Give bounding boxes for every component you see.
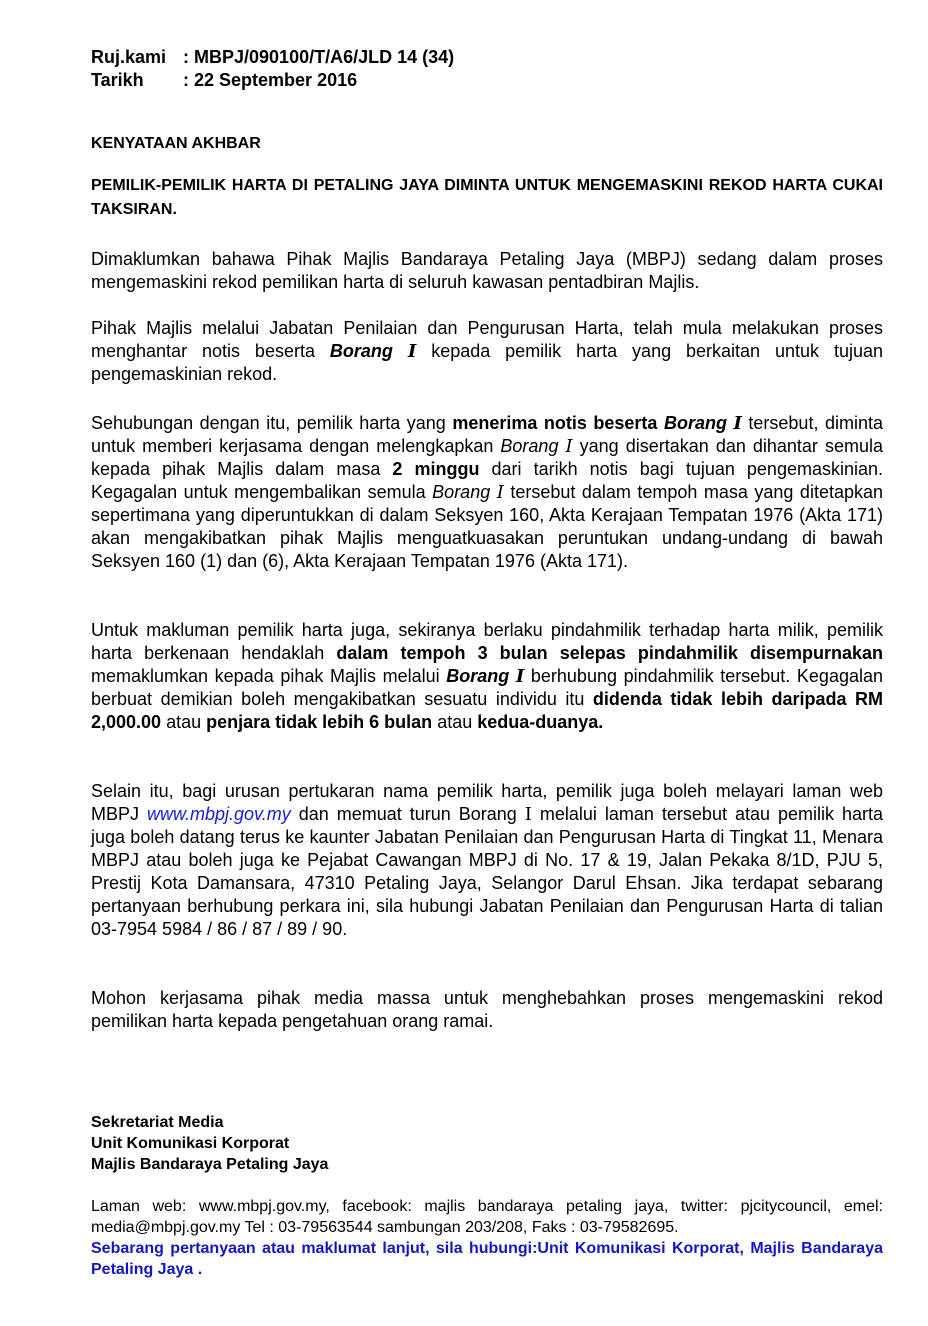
borang-i: I bbox=[524, 804, 532, 825]
date-label: Tarikh bbox=[91, 70, 144, 90]
signature-line: Majlis Bandaraya Petaling Jaya bbox=[91, 1156, 329, 1173]
paragraph-6 bbox=[91, 987, 883, 1033]
bold-text: didenda tidak lebih daripada RM 2,000.00 bbox=[91, 689, 883, 732]
text: Pihak Majlis melalui Jabatan Penilaian dan Pengurusan Harta, telah mula melakukan proses menghantar notis beserta bbox=[91, 318, 883, 361]
bold-text: penjara tidak lebih 6 bulan bbox=[206, 712, 433, 732]
text: dari tarikh notis bagi tujuan pengemaskinian. Kegagalan untuk mengembalikan semula bbox=[91, 459, 884, 502]
bold-text: menerima notis beserta bbox=[452, 413, 664, 433]
ref-label: Ruj.kami bbox=[91, 47, 167, 67]
text: atau bbox=[161, 712, 207, 732]
borang-i: I bbox=[515, 666, 525, 687]
paragraph-5 bbox=[91, 780, 883, 941]
bold-text: kedua-duanya. bbox=[477, 712, 604, 732]
text: Sehubungan dengan itu, pemilik harta yang bbox=[91, 413, 453, 433]
footer-note: Sebarang pertanyaan atau maklumat lanjut, sila hubungi:Unit Komunikasi Korporat, Majlis Bandaraya Petaling Jaya . bbox=[91, 1240, 883, 1278]
bold-text: dalam tempoh 3 bulan selepas pindahmilik disempurnakan bbox=[336, 643, 883, 663]
borang-i: I bbox=[733, 413, 742, 434]
text: melalui laman tersebut atau pemilik harta juga boleh datang terus ke kaunter Jabatan Penilaian dan Pengurusan Harta di Tingkat 11, Menara MBPJ atau boleh juga ke Pejabat Cawangan MBPJ di No. 17 & 19, Jalan Pekaka 8/1D, PJU 5, Prestij Kota Damansara, 47310 Petaling Jaya, Selangor Darul Ehsan. Jika terdapat sebarang pertanyaan berhubung perkara ini, sila hubungi Jabatan Penilaian dan Pengurusan Harta di talian 03-7954 5984 / 86 / 87 / 89 / 90. bbox=[91, 804, 883, 939]
borang-i: I bbox=[496, 482, 504, 503]
text: kepada pemilik harta yang berkaitan untuk tujuan pengemaskinian rekod. bbox=[91, 341, 883, 384]
footer bbox=[91, 1196, 883, 1280]
borang-text: Borang bbox=[500, 436, 566, 456]
borang-i: I bbox=[565, 436, 573, 457]
signature-line: Unit Komunikasi Korporat bbox=[91, 1135, 290, 1152]
letter-header bbox=[91, 46, 883, 92]
headline: PEMILIK-PEMILIK HARTA DI PETALING JAYA DIMINTA UNTUK MENGEMASKINI REKOD HARTA CUKAI TAKSIRAN. bbox=[91, 177, 883, 218]
website-link[interactable]: www.mbpj.gov.my bbox=[147, 804, 291, 824]
bold-text: 2 minggu bbox=[392, 459, 480, 479]
borang-text: Borang bbox=[329, 341, 408, 361]
text: atau bbox=[432, 712, 478, 732]
signature-line: Sekretariat Media bbox=[91, 1114, 224, 1131]
borang-i: I bbox=[407, 341, 417, 362]
footer-contact: Laman web: www.mbpj.gov.my, facebook: majlis bandaraya petaling jaya, twitter: pjcitycouncil, emel: media@mbpj.gov.my Tel : 03-79563544 sambungan 203/208, Faks : 03-79582695. bbox=[91, 1198, 883, 1236]
text: Dimaklumkan bahawa Pihak Majlis Bandaraya Petaling Jaya (MBPJ) sedang dalam proses mengemaskini rekod pemilikan harta di seluruh kawasan pentadbiran Majlis. bbox=[91, 249, 883, 292]
borang-text: Borang bbox=[663, 413, 734, 433]
text: tersebut dalam tempoh masa yang ditetapkan sepertimana yang diperuntukkan di dalam Seksyen 160, Akta Kerajaan Tempatan 1976 (Akta 171) akan mengakibatkan pihak Majlis menguatkuasakan peruntukan undang-undang di bawah Seksyen 160 (1) dan (6), Akta Kerajaan Tempatan 1976 (Akta 171). bbox=[91, 482, 883, 571]
date-value: : 22 September 2016 bbox=[183, 70, 358, 90]
section-title: KENYATAAN AKHBAR bbox=[91, 135, 261, 152]
paragraph-2 bbox=[91, 317, 883, 386]
signature-block bbox=[91, 1112, 883, 1175]
text: memaklumkan kepada pihak Majlis melalui bbox=[91, 666, 447, 686]
borang-text: Borang bbox=[446, 666, 516, 686]
text: Untuk makluman pemilik harta juga, sekiranya berlaku pindahmilik terhadap harta milik, pemilik harta berkenaan hendaklah bbox=[91, 620, 883, 663]
text: Selain itu, bagi urusan pertukaran nama pemilik harta, pemilik juga boleh melayari laman web MBPJ bbox=[91, 781, 883, 824]
text: dan memuat turun Borang bbox=[290, 804, 525, 824]
ref-value: : MBPJ/090100/T/A6/JLD 14 (34) bbox=[183, 47, 455, 67]
borang-text: Borang bbox=[432, 482, 497, 502]
paragraph-3 bbox=[91, 412, 883, 573]
text: tersebut, diminta untuk memberi kerjasama dengan melengkapkan bbox=[91, 413, 883, 456]
paragraph-1 bbox=[91, 248, 883, 294]
text: berhubung pindahmilik tersebut. Kegagalan berbuat demikian boleh mengakibatkan sesuatu individu itu bbox=[91, 666, 883, 709]
paragraph-4 bbox=[91, 619, 883, 734]
text: Mohon kerjasama pihak media massa untuk menghebahkan proses mengemaskini rekod pemilikan harta kepada pengetahuan orang ramai. bbox=[91, 988, 883, 1031]
text: yang disertakan dan dihantar semula kepada pihak Majlis dalam masa bbox=[91, 436, 883, 479]
